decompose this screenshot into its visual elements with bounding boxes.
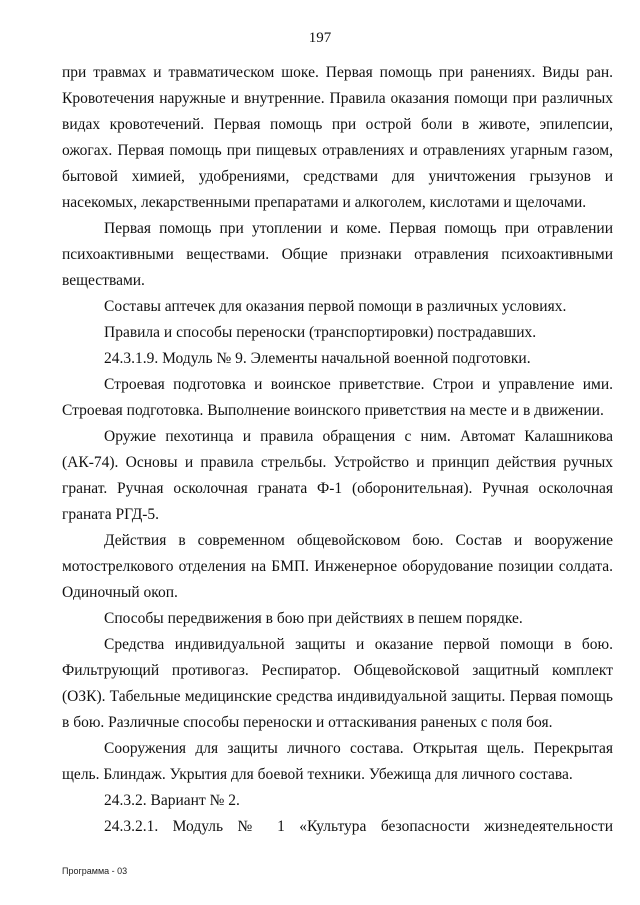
page-number: 197 (308, 30, 332, 46)
section-heading-module-9: 24.3.1.9. Модуль № 9. Элементы начальной военной подготовки. (104, 350, 531, 367)
paragraph-movement-methods: Способы передвижения в бою при действиях в пешем порядке. (104, 610, 523, 627)
paragraph-protection-means: Средства индивидуальной защиты и оказание первой помощи в бою. Фильтрующий противогаз. Респиратор. Общевойсковой защитный комплект (ОЗК). Табельные медицинские средства индивидуальной защиты. Первая помощь в бою. Различные способы переноски и оттаскивания раненых с поля боя. (62, 636, 613, 731)
paragraph-drill-training: Строевая подготовка и воинское приветствие. Строи и управление ими. Строевая подготовка. Выполнение воинского приветствия на месте и в движении. (62, 376, 613, 419)
paragraph-infantry-weapons: Оружие пехотинца и правила обращения с ним. Автомат Калашникова (АК-74). Основы и правила стрельбы. Устройство и принцип действия ручных гранат. Ручная осколочная граната Ф-1 (оборонительная). Ручная осколочная граната РГД-5. (62, 428, 613, 523)
paragraph-transport-rules: Правила и способы переноски (транспортировки) пострадавших. (104, 324, 537, 341)
paragraph-shelters: Сооружения для защиты личного состава. Открытая щель. Перекрытая щель. Блиндаж. Укрытия для боевой техники. Убежища для личного состава. (62, 740, 613, 783)
paragraph-combat-actions: Действия в современном общевойсковом бою. Состав и вооружение мотострелкового отделения на БМП. Инженерное оборудование позиции солдата. Одиночный окоп. (62, 532, 613, 601)
section-heading-module-1: 24.3.2.1. Модуль № 1 «Культура безопасности жизнедеятельности (104, 818, 613, 835)
footer-label: Программа - 03 (62, 866, 128, 876)
paragraph-continuation: при травмах и травматическом шоке. Первая помощь при ранениях. Виды ран. Кровотечения наружные и внутренние. Правила оказания помощи при различных видах кровотечений. Первая помощь при острой боли в животе, эпилепсии, ожогах. Первая помощь при пищевых отравлениях и отравлениях угарным газом, бытовой химией, удобрениями, средствами для уничтожения грызунов и насекомых, лекарственными препаратами и алкоголем, кислотами и щелочами. (62, 64, 613, 211)
paragraph-first-aid-kits: Составы аптечек для оказания первой помощи в различных условиях. (104, 298, 567, 315)
paragraph-drowning-coma: Первая помощь при утоплении и коме. Первая помощь при отравлении психоактивными веществами. Общие признаки отравления психоактивными веществами. (62, 220, 613, 289)
document-body (62, 60, 613, 840)
section-heading-variant-2: 24.3.2. Вариант № 2. (104, 792, 240, 809)
